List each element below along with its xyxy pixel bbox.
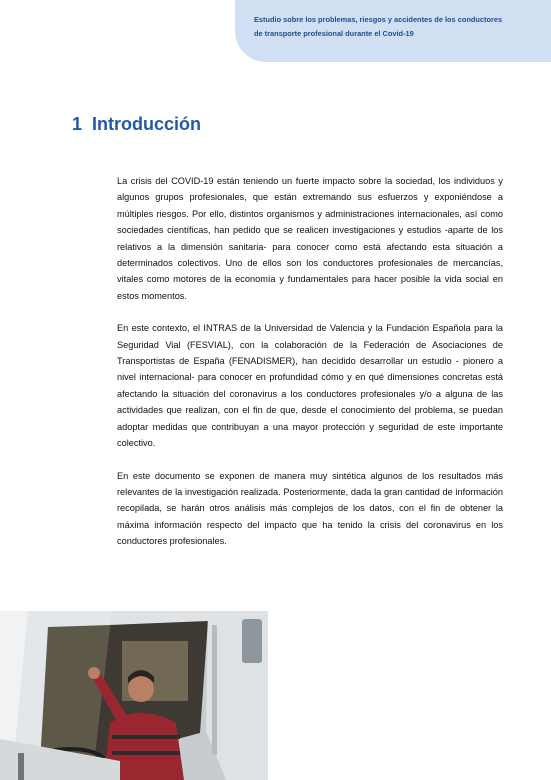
- section-title: Introducción: [92, 114, 202, 134]
- paragraph-2: En este contexto, el INTRAS de la Universidad de Valencia y la Fundación Española para la Seguridad Vial (FESVIAL), con la colaboración de la Federación de Asociaciones de Transportistas de España (FENADISMER), han decidido desarrollar un estudio - pionero a nivel internacional- para conocer en profundidad cómo y en qué dimensiones concretas está afectando la situación del coronavirus a los conductores profesionales y/o a alguna de las actividades que realizan, con el fin de que, desde el conocimiento del problema, se puedan adoptar medidas que contribuyan a una mayor protección y seguridad de este importante colectivo.: [117, 323, 503, 449]
- truck-driver-photo: [0, 611, 268, 780]
- paragraph-3: En este documento se exponen de manera muy sintética algunos de los resultados más relevantes de la investigación realizada. Posteriormente, dada la gran cantidad de información recopilada, se harán otros análisis más complejos de los datos, con el fin de obtener la máxima información respecto del impacto que ha tenido la crisis del coronavirus en los conductores profesionales.: [117, 470, 503, 547]
- body-text: [117, 173, 503, 566]
- document-title-line-1: Estudio sobre los problemas, riesgos y accidentes de los conductores: [254, 15, 503, 24]
- document-title-line-2: de transporte profesional durante el Covid-19: [254, 29, 414, 38]
- section-heading: [72, 114, 201, 135]
- document-title: [254, 13, 539, 41]
- section-number: 1: [72, 114, 83, 134]
- paragraph-1: La crisis del COVID-19 están teniendo un fuerte impacto sobre la sociedad, los individuos y algunos grupos profesionales, que están extremando sus esfuerzos y exponiéndose a múltiples riesgos. Por ello, distintos organismos y administraciones internacionales, así como sociedades científicas, han pedido que se realicen investigaciones y estudios -aparte de los relativos a la dimensión sanitaria- para conocer como está afectando esta situación a determinados colectivos. Uno de ellos son los conductores profesionales de mercancías, vitales como motores de la economía y fundamentales para hacer posible la vida social en estos momentos.: [117, 176, 503, 301]
